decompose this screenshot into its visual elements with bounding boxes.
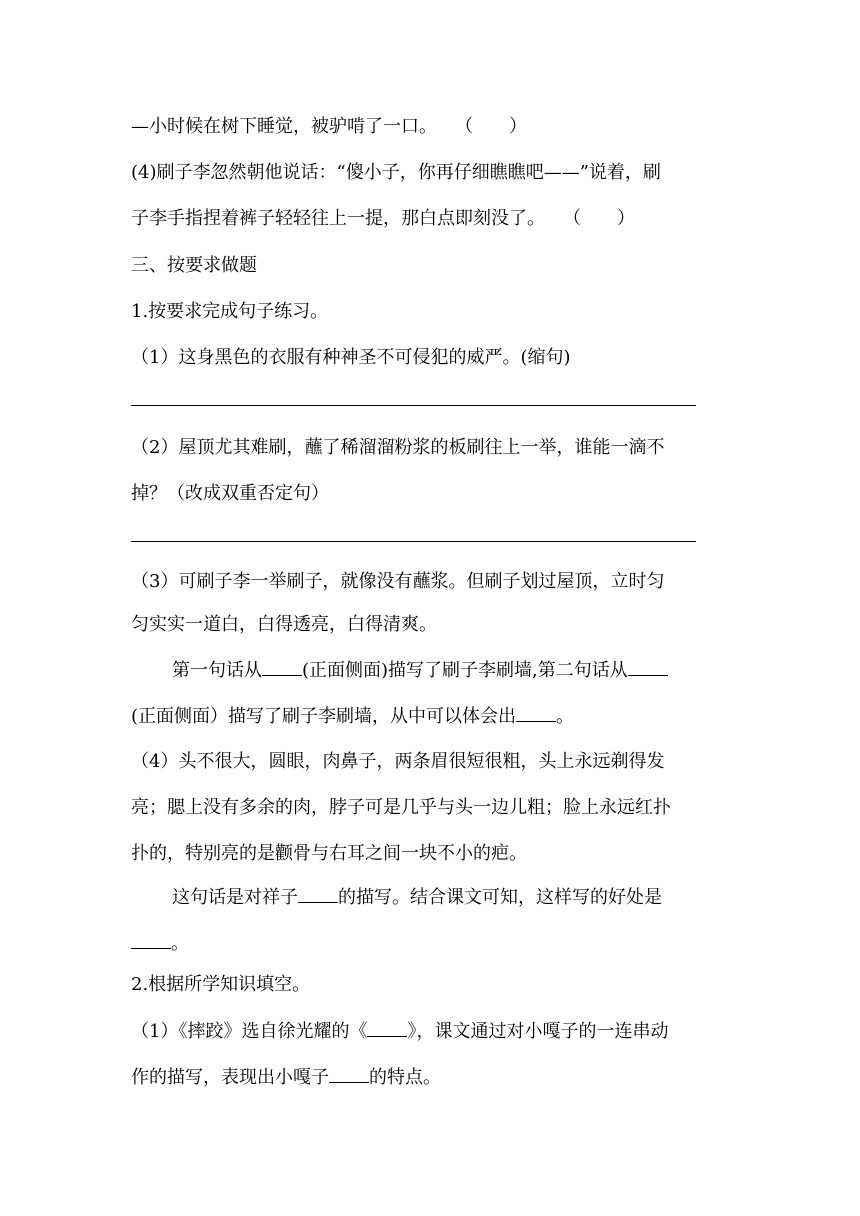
answer-blank[interactable] — [131, 932, 171, 949]
sentence-4-line-1: （4）头不很大，圆眼，肉鼻子，两条眉很短很粗，头上永远剃得发 — [131, 751, 665, 772]
sentence-3-fill-line-2 — [131, 705, 574, 729]
answer-blank[interactable] — [367, 1020, 407, 1037]
sentence-3-line-2: 匀实实一道白，白得透亮，白得清爽。 — [131, 614, 437, 635]
sentence-1-prompt: （1）这身黑色的衣服有种神圣不可侵犯的威严。(缩句) — [131, 347, 571, 368]
fill-text: 。 — [556, 706, 575, 727]
task-1-heading: 1.按要求完成句子练习。 — [131, 301, 329, 322]
sentence-2-prompt-line-1: （2）屋顶尤其难刷，蘸了稀溜溜粉浆的板刷往上一举，谁能一滴不 — [131, 437, 665, 458]
fill-text: 》，课文通过对小嘎子的一连串动 — [407, 1021, 669, 1042]
answer-line-2[interactable] — [131, 541, 696, 542]
answer-blank[interactable] — [628, 659, 668, 676]
fill-text: （1）《摔跤》选自徐光耀的《 — [131, 1021, 368, 1042]
fill-text: (正面侧面)描写了刷子李刷墙,第二句话从 — [302, 660, 628, 681]
fill-question-1-line-2 — [131, 1066, 441, 1090]
answer-blank[interactable] — [298, 886, 338, 903]
answer-line-1[interactable] — [131, 405, 696, 406]
fill-text: 作的描写，表现出小嘎子 — [131, 1067, 329, 1088]
fill-question-1-line-1 — [131, 1020, 668, 1044]
fill-text: 的特点。 — [369, 1067, 441, 1088]
sentence-4-fill-line-2 — [131, 932, 189, 956]
sentence-3-line-1: （3）可刷子李一举刷子，就像没有蘸浆。但刷子划过屋顶，立时匀 — [131, 571, 665, 592]
answer-blank[interactable] — [329, 1066, 369, 1083]
question-3-continued: —小时候在树下睡觉，被驴啃了一口。 （ ） — [131, 116, 527, 137]
answer-blank[interactable] — [262, 659, 302, 676]
sentence-4-fill-line-1 — [172, 886, 662, 910]
task-2-heading: 2.根据所学知识填空。 — [131, 974, 311, 995]
sentence-4-line-3: 扑的，特别亮的是颧骨与右耳之间一块不小的疤。 — [131, 843, 527, 864]
question-4-line-1: (4)刷子李忽然朝他说话：“傻小子，你再仔细瞧瞧吧——”说着，刷 — [131, 162, 661, 183]
sentence-2-prompt-line-2: 掉？（改成双重否定句） — [131, 483, 329, 504]
fill-text: 的描写。结合课文可知，这样写的好处是 — [338, 887, 662, 908]
fill-text: (正面侧面）描写了刷子李刷墙，从中可以体会出 — [131, 706, 517, 727]
fill-text: 这句话是对祥子 — [172, 887, 298, 908]
sentence-3-fill-line-1 — [172, 659, 668, 683]
fill-text: 。 — [171, 933, 189, 954]
question-4-line-2: 子李手指捏着裤子轻轻往上一提，那白点即刻没了。 （ ） — [131, 208, 635, 229]
fill-text: 第一句话从 — [172, 660, 262, 681]
answer-blank[interactable] — [516, 705, 556, 722]
sentence-4-line-2: 亮；腮上没有多余的肉，脖子可是几乎与头一边儿粗；脸上永远红扑 — [131, 797, 671, 818]
section-heading: 三、按要求做题 — [131, 255, 257, 276]
